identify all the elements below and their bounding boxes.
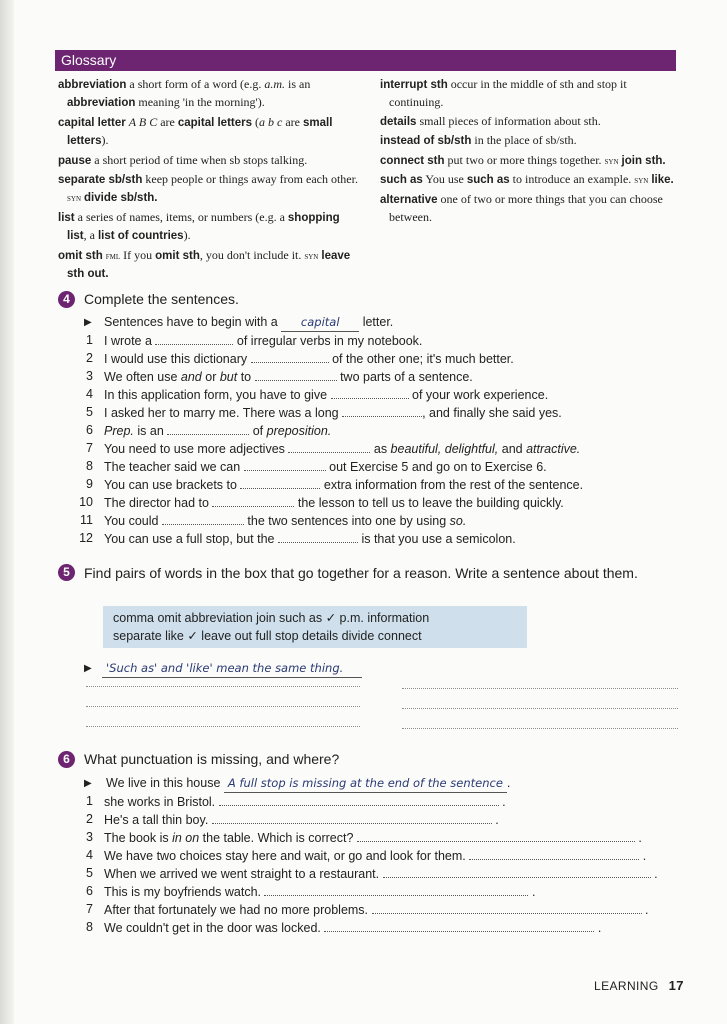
- item-number: 1: [86, 794, 93, 808]
- glossary-term: shopping list: [67, 211, 340, 243]
- exercise-number-badge: 4: [58, 291, 75, 308]
- glossary-entry: [58, 247, 358, 284]
- glossary-def: small pieces of information about sth.: [416, 113, 601, 128]
- sentence-text: the lesson to tell us to leave the building quickly.: [294, 496, 564, 510]
- glossary-def: keep people or things away from each other.: [142, 172, 358, 187]
- glossary-entry: [380, 171, 680, 189]
- sentence-text: extra information from the rest of the sentence.: [320, 478, 584, 492]
- glossary-term: such as: [466, 174, 510, 187]
- glossary-register-label: fml: [105, 250, 121, 262]
- answer-blank[interactable]: [212, 811, 492, 824]
- sentence-text: out Exercise 5 and go on to Exercise 6.: [325, 460, 547, 474]
- glossary-term: interrupt sth: [380, 79, 448, 91]
- item-number: 2: [86, 812, 93, 826]
- glossary-term: abbreviation: [58, 79, 127, 91]
- glossary-def: in the place of sb/sth.: [471, 133, 577, 148]
- answer-blank[interactable]: [255, 368, 337, 381]
- exercise-6-heading: [58, 751, 688, 768]
- sentence-text: .: [506, 776, 511, 790]
- glossary-def: You use: [422, 172, 467, 187]
- answer-blank[interactable]: [240, 476, 320, 489]
- sentence-italic: preposition.: [266, 424, 332, 438]
- glossary-entry: [380, 76, 680, 112]
- item-number: 7: [86, 902, 93, 916]
- glossary-def: ).: [101, 133, 109, 148]
- glossary-def: ).: [183, 228, 191, 243]
- sentence-text: The director had to: [104, 496, 213, 510]
- glossary-entry: [58, 76, 358, 113]
- writing-line[interactable]: [86, 706, 360, 707]
- glossary-def: to introduce an example.: [509, 172, 635, 187]
- glossary-right-column: [380, 76, 680, 228]
- answer-blank[interactable]: [155, 332, 233, 345]
- sentence-text: of: [249, 424, 267, 438]
- sentence-italic: in on: [172, 831, 200, 845]
- glossary-def: one of two or more things that you can choose between.: [389, 191, 663, 225]
- sentence-text: He's a tall thin boy.: [104, 813, 209, 827]
- exercise-number-badge: 6: [58, 751, 75, 768]
- glossary-entry: [58, 171, 358, 208]
- sentence-text: We couldn't get in the door was locked.: [104, 921, 321, 935]
- glossary-term: pause: [58, 154, 92, 167]
- sentence-text: You could: [104, 514, 162, 528]
- answer-blank[interactable]: [383, 865, 651, 878]
- answer-blank[interactable]: [251, 350, 329, 363]
- glossary-syn-label: syn: [304, 250, 319, 262]
- sentence-text: You can use a full stop, but the: [104, 532, 278, 546]
- answer-blank[interactable]: [331, 386, 409, 399]
- example-arrow-icon: ▶: [84, 317, 92, 328]
- answer-blank[interactable]: [342, 404, 422, 417]
- sentence-text: or: [201, 370, 220, 384]
- exercise-title: Complete the sentences.: [84, 291, 239, 307]
- glossary-term: instead of sb/sth: [380, 135, 472, 148]
- item-number: 6: [86, 884, 93, 898]
- word-box-line: comma omit abbreviation join such as ✓ p.m. information: [113, 611, 430, 625]
- exercise-6: 6 What punctuation is missing, and where? ▶ We live in this house A full stop is missing at the end of the sentence . 1 she works in Bristol. . 2 He's a tall thin boy. . 3 The book is in on the table. Which is correct? . 4 We have two choices stay here and wait, or go and look for them. . 5 When we arrived we went straight to a restaurant. . 6 This is my boyfriends watch. . 7 After that fortunately we had no more problems. . 8 We couldn't get in the door was locked. .: [58, 751, 688, 941]
- item-number: 12: [79, 531, 93, 545]
- sentence-text: I asked her to marry me. There was a long: [104, 406, 343, 420]
- sentence-text: We have two choices stay here and wait, or go and look for them.: [104, 849, 466, 863]
- glossary-entry: [380, 113, 680, 131]
- answer-blank[interactable]: [244, 458, 326, 471]
- sentence-text: In this application form, you have to give: [104, 388, 331, 402]
- glossary-def: (: [252, 114, 260, 129]
- sentence-italic: but: [219, 370, 238, 384]
- glossary-italic: a b c: [259, 114, 283, 129]
- glossary-term: such as: [380, 174, 423, 187]
- exercise-5-heading: [58, 564, 668, 582]
- sentence-text: The teacher said we can: [104, 460, 244, 474]
- writing-line[interactable]: [86, 686, 360, 687]
- answer-blank[interactable]: [324, 919, 594, 932]
- answer-blank[interactable]: [357, 829, 635, 842]
- glossary-def: are: [157, 114, 178, 129]
- word-box-line: separate like ✓ leave out full stop details divide connect: [113, 629, 422, 643]
- glossary-syn-label: syn: [634, 175, 649, 187]
- sentence-italic: Prep.: [104, 424, 134, 438]
- sentence-text: The book is: [104, 831, 173, 845]
- handwritten-answer: 'Such as' and 'like' mean the same thing.: [102, 660, 362, 678]
- sentence-text: We often use: [104, 370, 181, 384]
- sentence-text: letter.: [359, 315, 394, 329]
- handwritten-answer: capital: [281, 314, 359, 332]
- glossary-syn-label: syn: [67, 193, 82, 205]
- sentence-text: as: [370, 442, 391, 456]
- glossary-def: , a: [83, 228, 98, 243]
- sentence-text: This is my boyfriends watch.: [104, 885, 261, 899]
- sentence-text: When we arrived we went straight to a restaurant.: [104, 867, 380, 881]
- sentence-text: of your work experience.: [408, 388, 549, 402]
- answer-blank[interactable]: [162, 512, 244, 525]
- exercise-title: Find pairs of words in the box that go together for a reason. Write a sentence about them.: [84, 565, 638, 581]
- item-number: 7: [86, 441, 93, 455]
- glossary-entry: [58, 152, 358, 170]
- exercise-4-heading: [58, 291, 678, 308]
- exercise-4: [58, 291, 678, 551]
- answer-blank[interactable]: [219, 793, 499, 806]
- sentence-text: of irregular verbs in my notebook.: [233, 334, 423, 348]
- sentence-text: Sentences have to begin with a: [104, 315, 282, 329]
- sentence-text: I wrote a: [104, 334, 156, 348]
- sentence-text: We live in this house: [106, 776, 224, 790]
- glossary-term: abbreviation: [67, 97, 136, 110]
- item-number: 6: [86, 423, 93, 437]
- item-number: 3: [86, 369, 93, 383]
- glossary-term: alternative: [380, 193, 438, 206]
- glossary-syn-label: syn: [604, 155, 619, 167]
- sentence-italic: attractive.: [526, 442, 581, 456]
- sentence-text: two parts of a sentence.: [336, 370, 473, 384]
- item-number: 1: [86, 333, 93, 347]
- glossary-def: is an: [285, 77, 311, 91]
- answer-blank[interactable]: [372, 901, 642, 914]
- glossary-def: a short form of a word (e.g.: [126, 77, 265, 91]
- glossary-term: omit sth: [58, 249, 103, 262]
- item-number: 3: [86, 830, 93, 844]
- sentence-italic: so.: [449, 514, 467, 528]
- exercise-number-badge: 5: [58, 564, 75, 581]
- writing-line[interactable]: [402, 728, 678, 729]
- writing-line[interactable]: [402, 688, 678, 689]
- glossary-entry: [58, 209, 358, 246]
- answer-blank[interactable]: [288, 440, 370, 453]
- glossary-entry: [380, 132, 680, 150]
- glossary-def: are: [282, 114, 303, 129]
- sentence-text: the table. Which is correct?: [199, 831, 354, 845]
- page-gutter-shadow: [0, 0, 14, 1024]
- glossary-synonym: like.: [651, 174, 674, 187]
- glossary-synonym: leave sth out.: [67, 249, 351, 280]
- glossary-term: list of countries: [97, 230, 184, 243]
- exercise-5: [58, 564, 668, 582]
- sentence-text: You can use brackets to: [104, 478, 241, 492]
- glossary-def: occur in the middle of sth and stop it continuing.: [389, 77, 627, 110]
- answer-blank[interactable]: [469, 847, 639, 860]
- sentence-text: , and finally she said yes.: [422, 406, 562, 420]
- section-name: LEARNING: [594, 979, 659, 993]
- glossary-def: meaning 'in the morning').: [135, 95, 265, 110]
- glossary-title: Glossary: [61, 52, 117, 68]
- glossary-term: small letters: [67, 116, 333, 148]
- glossary-italic: A B C: [128, 114, 158, 129]
- glossary-term: separate sb/sth: [58, 174, 143, 187]
- glossary-def: a short period of time when sb stops talking.: [91, 152, 308, 167]
- glossary-entry: [380, 191, 680, 227]
- sentence-text: is an: [133, 424, 168, 438]
- glossary-term: list: [58, 211, 75, 224]
- glossary-synonym: join sth.: [621, 154, 666, 167]
- glossary-term: capital letters: [177, 116, 253, 129]
- item-number: 4: [86, 387, 93, 401]
- item-number: 8: [86, 459, 93, 473]
- item-number: 5: [86, 405, 93, 419]
- sentence-italic: and: [180, 370, 202, 384]
- writing-line[interactable]: [86, 726, 360, 727]
- sentence-text: of the other one; it's much better.: [328, 352, 514, 366]
- answer-blank[interactable]: [212, 494, 294, 507]
- glossary-def: , you don't include it.: [199, 247, 305, 262]
- exercise-title: What punctuation is missing, and where?: [84, 751, 340, 767]
- sentence-text: After that fortunately we had no more problems.: [104, 903, 369, 917]
- glossary-term: connect sth: [380, 154, 445, 167]
- answer-blank[interactable]: [167, 422, 249, 435]
- glossary-def: If you: [120, 247, 156, 262]
- item-number: 10: [79, 495, 93, 509]
- sentence-text: is that you use a semicolon.: [357, 532, 516, 546]
- item-number: 4: [86, 848, 93, 862]
- sentence-text: I would use this dictionary: [104, 352, 251, 366]
- sentence-text: she works in Bristol.: [104, 795, 216, 809]
- glossary-term: omit sth: [155, 249, 200, 262]
- sentence-text: to: [237, 370, 255, 384]
- glossary-entry: [58, 114, 358, 151]
- writing-line[interactable]: [402, 708, 678, 709]
- answer-blank[interactable]: [264, 883, 528, 896]
- glossary-synonym: divide sb/sth.: [84, 192, 158, 205]
- glossary-entry: [380, 152, 680, 170]
- example-arrow-icon: ▶: [84, 778, 92, 789]
- sentence-text: the two sentences into one by using: [243, 514, 450, 528]
- item-number: 9: [86, 477, 93, 491]
- item-number: 2: [86, 351, 93, 365]
- handwritten-answer: A full stop is missing at the end of the sentence: [224, 775, 507, 793]
- example-arrow-icon: ▶: [84, 663, 92, 674]
- glossary-term: details: [380, 115, 417, 128]
- glossary-term: capital letter: [58, 116, 126, 129]
- word-box: [103, 606, 527, 648]
- glossary-left-column: [58, 76, 358, 284]
- glossary-def: put two or more things together.: [444, 152, 605, 167]
- sentence-text: You need to use more adjectives: [104, 442, 289, 456]
- item-number: 8: [86, 920, 93, 934]
- answer-blank[interactable]: [278, 530, 358, 543]
- item-number: 11: [80, 513, 93, 527]
- glossary-def: a series of names, items, or numbers (e.g. a: [74, 209, 288, 224]
- page-number: 17: [668, 978, 684, 993]
- item-number: 5: [86, 866, 93, 880]
- sentence-italic: beautiful, delightful,: [390, 442, 499, 456]
- glossary-italic: a.m.: [264, 77, 286, 91]
- sentence-text: and: [498, 442, 527, 456]
- glossary-header: [55, 50, 676, 71]
- page-footer: [594, 978, 684, 993]
